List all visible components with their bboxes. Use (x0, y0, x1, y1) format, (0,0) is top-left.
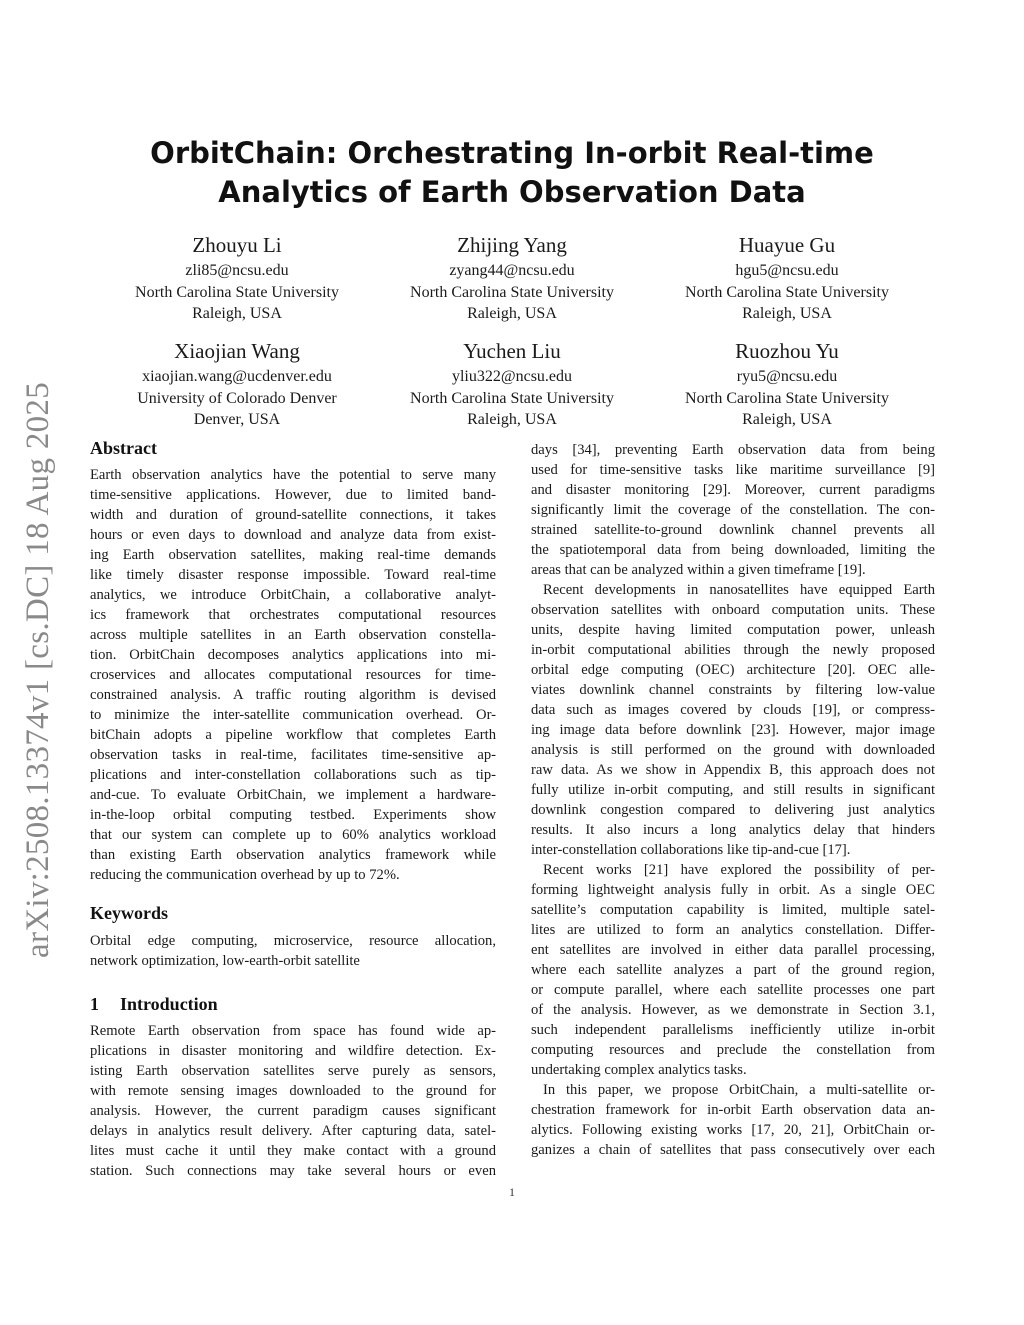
text-line: time-sensitive applications. However, due to limited band- (90, 487, 496, 503)
text-line: plications and inter-constellation collaborations such as tip- (90, 767, 496, 783)
author-affiliation: North Carolina State University (685, 283, 889, 301)
text-line: ent satellites are involved in either data parallel processing, (531, 942, 935, 958)
author-block (637, 230, 937, 325)
text-line: results. It also incurs a long analytics delay that hinders (531, 822, 935, 838)
text-line: delays in analytics result delivery. After capturing data, satel- (90, 1123, 496, 1139)
text-line: strained satellite-to-ground downlink channel prevents all (531, 522, 935, 538)
text-line: inter-constellation collaborations like tip-and-cue [17]. (531, 842, 851, 858)
text-line: Remote Earth observation from space has found wide ap- (90, 1023, 496, 1039)
text-line: analysis. However, the current paradigm causes significant (90, 1103, 496, 1119)
text-line: isting Earth observation satellites serve purely as sensors, (90, 1063, 496, 1079)
text-line: to minimize the inter-satellite communication overhead. Or- (90, 707, 496, 723)
author-affiliation: North Carolina State University (410, 283, 614, 301)
text-line: croservices and allocates computational resources for time- (90, 667, 496, 683)
text-line: such independent parallelisms inefficiently utilize in-orbit (531, 1022, 935, 1038)
author-location: Raleigh, USA (467, 305, 557, 322)
text-line: and-cue. To evaluate OrbitChain, we implement a hardware- (90, 787, 496, 803)
text-line: used for time-sensitive tasks like maritime surveillance [9] (531, 462, 935, 478)
text-line: undertaking complex analytics tasks. (531, 1062, 747, 1078)
text-line: forming lightweight analysis fully in orbit. As a single OEC (531, 882, 935, 898)
text-line: that our system can complete up to 60% analytics workload (90, 827, 496, 843)
text-line: In this paper, we propose OrbitChain, a multi-satellite or- (543, 1082, 935, 1098)
introduction-heading (90, 994, 218, 1015)
section-number: 1 (90, 994, 99, 1014)
paragraph (531, 440, 935, 580)
text-line: Orbital edge computing, microservice, resource allocation, (90, 933, 496, 949)
author-block (362, 230, 662, 325)
keywords-body (90, 931, 496, 971)
text-line: viates downlink channel constraints by filtering low-value (531, 682, 935, 698)
text-line: computing resources and preclude the constellation from (531, 1042, 935, 1058)
text-line: data such as images covered by clouds [19], or compress- (531, 702, 935, 718)
paragraph (531, 860, 935, 1080)
author-name: Huayue Gu (738, 233, 836, 257)
author-name: Xiaojian Wang (174, 339, 300, 363)
text-line: width and duration of ground-satellite connections, it takes (90, 507, 496, 523)
text-line: units, despite having limited computation power, unleash (531, 622, 935, 638)
keywords-heading: Keywords (90, 903, 168, 923)
author-affiliation: North Carolina State University (135, 283, 339, 301)
text-line: analysis is still performed on the ground with downloaded (531, 742, 935, 758)
author-email: ryu5@ncsu.edu (736, 368, 838, 385)
page-number: 1 (509, 1185, 515, 1199)
text-line: fully utilize in-orbit computing, and still results in significant (531, 782, 935, 798)
author-name: Yuchen Liu (463, 339, 561, 363)
author-email: xiaojian.wang@ucdenver.edu (142, 368, 332, 385)
text-line: orbital edge computing (OEC) architecture [20]. OEC alle- (531, 662, 935, 678)
text-line: of the analysis. However, as we demonstrate in Section 3.1, (531, 1002, 935, 1018)
paragraph (531, 580, 935, 860)
text-line: in-orbit computational abilities through the newly proposed (531, 642, 935, 658)
text-line: station. Such connections may take several hours or even (90, 1163, 496, 1179)
author-email: yliu322@ncsu.edu (451, 368, 573, 385)
text-line: raw data. As we show in Appendix B, this approach does not (531, 762, 935, 778)
right-column-body (531, 440, 935, 1160)
text-line: observation tasks in real-time, facilitates time-sensitive ap- (90, 747, 496, 763)
text-line: tion. OrbitChain decomposes analytics applications into mi- (90, 647, 496, 663)
author-affiliation: University of Colorado Denver (137, 389, 337, 407)
text-line: chestration framework for in-orbit Earth observation data an- (531, 1102, 935, 1118)
text-line: like timely disaster response impossible. Toward real-time (90, 567, 496, 583)
text-line: downlink congestion compared to delivering just analytics (531, 802, 935, 818)
author-location: Raleigh, USA (192, 305, 282, 322)
text-line: reducing the communication overhead by up to 72%. (90, 867, 400, 883)
abstract-heading: Abstract (90, 438, 157, 458)
text-line: or compute parallel, where each satellite processes one part (531, 982, 935, 998)
text-line: Earth observation analytics have the potential to serve many (90, 467, 496, 483)
text-line: significantly limit the coverage of the constellation. The con- (531, 502, 935, 518)
text-line: ing image data before downlink [23]. However, major image (531, 722, 935, 738)
author-location: Denver, USA (193, 411, 281, 428)
text-line: analytics, we introduce OrbitChain, a collaborative analyt- (90, 587, 496, 603)
author-block (637, 336, 937, 431)
text-line: plications in disaster monitoring and wildfire detection. Ex- (90, 1043, 496, 1059)
author-email: zyang44@ncsu.edu (449, 262, 575, 279)
text-line: with remote sensing images downloaded to the ground for (90, 1083, 496, 1099)
introduction-body (90, 1021, 496, 1181)
text-line: than existing Earth observation analytics framework while (90, 847, 496, 863)
text-line: the spatiotemporal data from being downloaded, limiting the (531, 542, 935, 558)
text-line: observation satellites with onboard computation units. These (531, 602, 935, 618)
text-line: ing Earth observation satellites, making real-time demands (90, 547, 496, 563)
text-line: satellite’s computation capability is limited, multiple satel- (531, 902, 935, 918)
text-line: lites are utilized to form an analytics constellation. Differ- (531, 922, 935, 938)
author-block (87, 336, 387, 431)
abstract-body (90, 465, 496, 885)
text-line: constrained analysis. A traffic routing algorithm is devised (90, 687, 496, 703)
author-name: Zhouyu Li (192, 233, 282, 257)
text-line: and disaster monitoring [29]. Moreover, current paradigms (531, 482, 935, 498)
text-line: where each satellite analyzes a part of the ground region, (531, 962, 935, 978)
text-line: ics framework that orchestrates computational resources (90, 607, 496, 623)
text-line: hours or even days to download and analyze data from exist- (90, 527, 496, 543)
text-line: ganizes a chain of satellites that pass consecutively over each (531, 1142, 935, 1158)
section-title: Introduction (120, 994, 218, 1014)
text-line: days [34], preventing Earth observation data from being (531, 442, 935, 458)
text-line: network optimization, low-earth-orbit satellite (90, 953, 360, 969)
text-line: lites must cache it until they make contact with a ground (90, 1143, 496, 1159)
author-affiliation: North Carolina State University (410, 389, 614, 407)
author-location: Raleigh, USA (742, 411, 832, 428)
author-location: Raleigh, USA (742, 305, 832, 322)
author-email: hgu5@ncsu.edu (735, 262, 839, 279)
paper-title (110, 134, 914, 212)
text-line: bitChain adopts a pipeline workflow that completes Earth (90, 727, 496, 743)
author-name: Zhijing Yang (457, 233, 567, 257)
author-location: Raleigh, USA (467, 411, 557, 428)
paragraph (531, 1080, 935, 1160)
author-affiliation: North Carolina State University (685, 389, 889, 407)
title-line-2: Analytics of Earth Observation Data (218, 175, 806, 209)
author-name: Ruozhou Yu (735, 339, 839, 363)
text-line: alytics. Following existing works [17, 20, 21], OrbitChain or- (531, 1122, 935, 1138)
text-line: across multiple satellites in an Earth observation constella- (90, 627, 496, 643)
author-block (362, 336, 662, 431)
author-email: zli85@ncsu.edu (185, 262, 289, 279)
title-line-1: OrbitChain: Orchestrating In-orbit Real-time (150, 136, 874, 170)
text-line: Recent developments in nanosatellites have equipped Earth (543, 582, 935, 598)
text-line: in-the-loop orbital computing testbed. Experiments show (90, 807, 496, 823)
arxiv-stamp: arXiv:2508.13374v1 [cs.DC] 18 Aug 2025 (20, 381, 56, 958)
text-line: Recent works [21] have explored the possibility of per- (543, 862, 935, 878)
author-block (87, 230, 387, 325)
text-line: areas that can be analyzed within a given timeframe [19]. (531, 562, 866, 578)
